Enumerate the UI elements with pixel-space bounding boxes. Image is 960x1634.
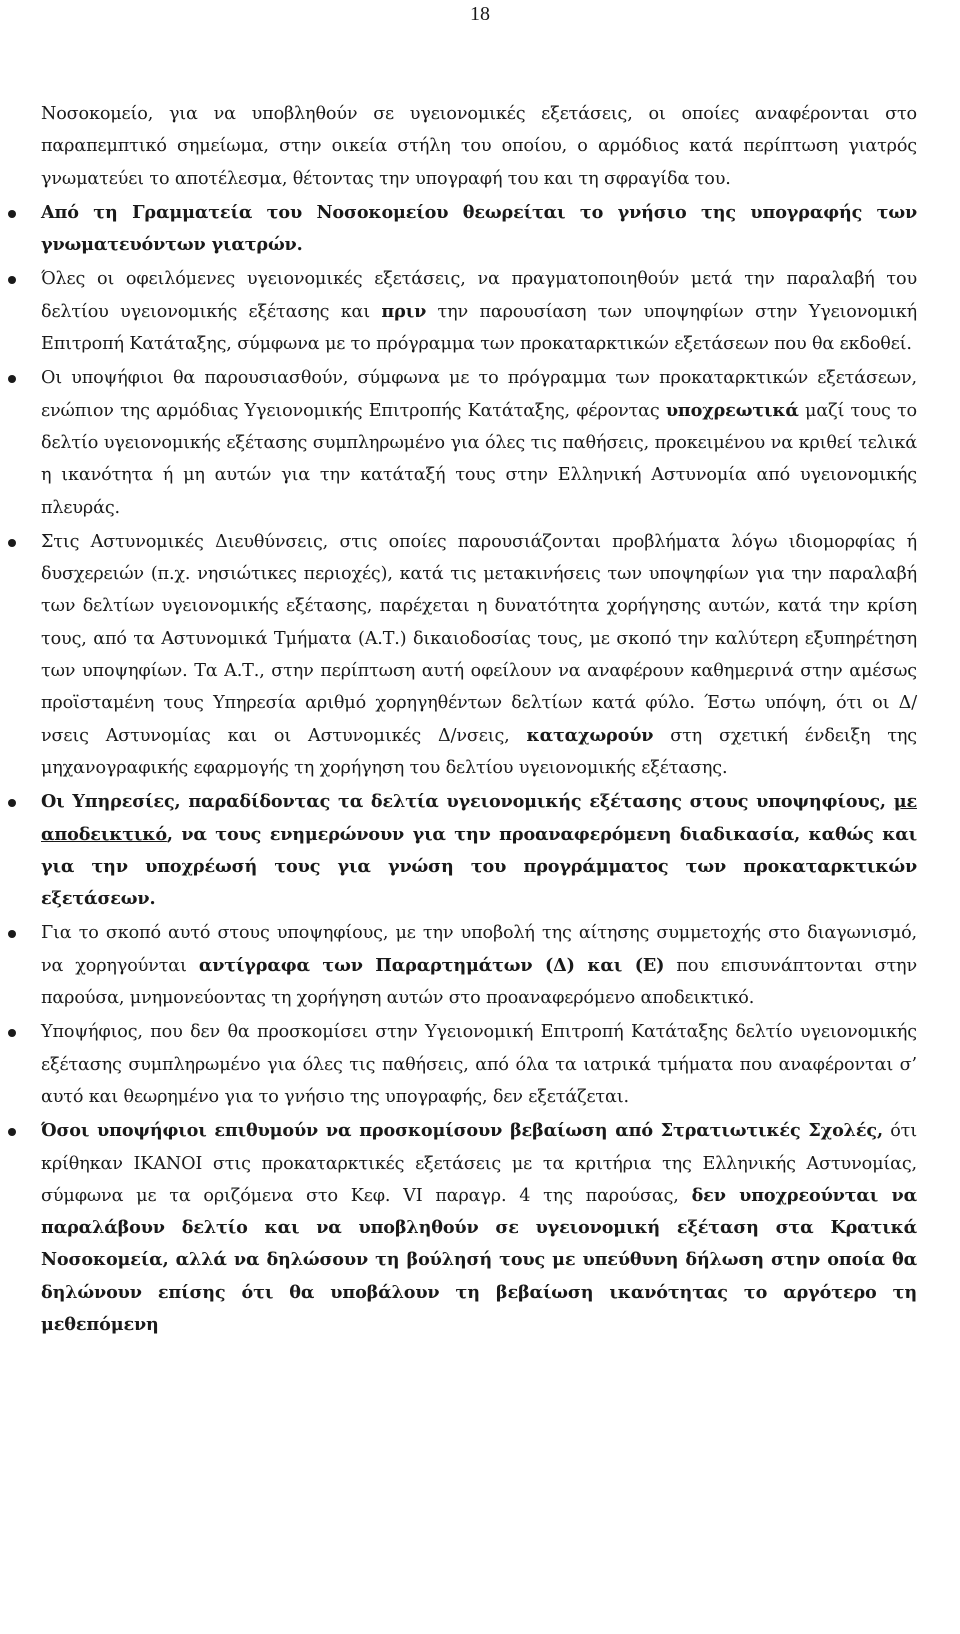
annex-emphasis: αντίγραφα των Παραρτημάτων (Δ) και (Ε) <box>198 954 665 976</box>
directorates-emphasis: καταχωρούν <box>526 724 654 746</box>
military-text: ότι κρίθηκαν ΙΚΑΝΟΙ στις προκαταρκτικές εξετάσεις με τα κριτήρια της Ελληνικής Αστυνομίας, σύμφωνα με τα οριζόμενα στο Κεφ. VI παραγρ. 4 της παρούσας, <box>41 1121 917 1206</box>
intro-paragraph: Νοσοκομείο, για να υποβληθούν σε υγειονομικές εξετάσεις, οι οποίες αναφέρονται στο παραπεμπτικό σημείωμα, στην οικεία στήλη του οποίου, ο αρμόδιος κατά περίπτωση γιατρός γνωματεύει το αποτέλεσμα, θέτοντας την υπογραφή του και τη σφραγίδα του. <box>41 104 917 189</box>
directorates-text-1: Στις Αστυνομικές Διευθύνσεις, στις οποίες παρουσιάζονται προβλήματα λόγω ιδιομορφίας ή δυσχερειών (π.χ. νησιώτικες περιοχές), κατά τις μετακινήσεις των υποψηφίων για την παραλαβή των δελτίων υγειονομικής εξέτασης, παρέχεται η δυνατότητα χορήγησης αυτών, κατά την κρίση τους, από τα Αστυνομικά Τμήματα (Α.Τ.) δικαιοδοσίας τους, με σκοπό την καλύτερη εξυπηρέτηση των υποψηφίων. Τα Α.Τ., στην περίπτωση αυτή οφείλουν να αναφέρουν καθημερινά στην αμέσως προϊσταμένη τους Υπηρεσία αριθμό χορηγηθέντων δελτίων κατά φύλο. Έστω υπόψη, ότι οι Δ/νσεις Αστυνομίας και οι Αστυνομικές Δ/νσεις, <box>41 531 917 746</box>
bullet-annex-copies <box>41 917 917 1014</box>
presentation-text-2: μαζί τους το δελτίο υγειονομικής εξέτασης συμπληρωμένο για όλες τις παθήσεις, προκειμένου να κριθεί τελικά η ικανότητα ή μη αυτών για την κατάταξή τους στην Ελληνική Αστυνομία από υγειονομικής πλευράς. <box>41 400 918 518</box>
bullet-police-directorates <box>41 526 917 784</box>
services-underlined: με αποδεικτικό <box>41 791 917 845</box>
presentation-emphasis: υποχρεωτικά <box>665 399 799 421</box>
military-emphasis-2: δεν υποχρεούνται να παραλάβουν δελτίο και να υποβληθούν σε υγειονομική εξέταση στα Κρατικά Νοσοκομεία, αλλά να δηλώσουν τη βούλησή τους με υπεύθυνη δήλωση στην οποία θα δηλώνουν επίσης ότι θα υποβάλουν τη βεβαίωση ικανότητας το αργότερο τη μεθεπόμενη <box>41 1184 917 1335</box>
annex-text-2: που επισυνάπτονται στην παρούσα, μνημονεύοντας τη χορήγηση αυτών στο προαναφερόμενο αποδεικτικό. <box>41 955 917 1009</box>
bullet-exam-timing <box>41 263 917 360</box>
document-body <box>41 98 917 1343</box>
bullet-incomplete-form: Υποψήφιος, που δεν θα προσκομίσει στην Υγειονομική Επιτροπή Κατάταξης δελτίο υγειονομικής εξέτασης συμπληρωμένο για όλες τις παθήσεις, από όλα τα ιατρικά τμήματα που αναφέρονται σ’ αυτό και θεωρημένο για το γνήσιο της υπογραφής, δεν εξετάζεται. <box>41 1016 917 1113</box>
exam-timing-text-2: την παρουσίαση των υποψηφίων στην Υγειονομική Επιτροπή Κατάταξης, σύμφωνα με το πρόγραμμα των προκαταρκτικών εξετάσεων που θα εκδοθεί. <box>41 301 917 355</box>
military-emphasis-1: Όσοι υποψήφιοι επιθυμούν να προσκομίσουν βεβαίωση από Στρατιωτικές Σχολές, <box>41 1120 883 1142</box>
services-text-2: , να τους ενημερώνουν για την προαναφερόμενη διαδικασία, καθώς και για την υποχρέωσή τους για γνώση του προγράμματος των προκαταρκτικών εξετάσεων. <box>41 823 917 910</box>
exam-timing-text-1: Όλες οι οφειλόμενες υγειονομικές εξετάσεις, να πραγματοποιηθούν μετά την παραλαβή του δελτίου υγειονομικής εξέτασης και <box>41 269 917 322</box>
annex-text-1: Για το σκοπό αυτό στους υποψηφίους, με την υποβολή της αίτησης συμμετοχής στο διαγωνισμό, να χορηγούνται <box>41 923 917 976</box>
bullet-candidate-presentation <box>41 362 917 523</box>
bullet-services-delivery <box>41 786 917 915</box>
services-text-1: Οι Υπηρεσίες, παραδίδοντας τα δελτία υγειονομικής εξέτασης στους υποψηφίους, <box>41 791 894 813</box>
exam-timing-emphasis: πριν <box>381 300 427 322</box>
bullet-military-schools <box>41 1115 917 1341</box>
presentation-text-1: Οι υποψήφιοι θα παρουσιασθούν, σύμφωνα με το πρόγραμμα των προκαταρκτικών εξετάσεων, ενώπιον της αρμόδιας Υγειονομικής Επιτροπής Κατάταξης, φέροντας <box>41 368 917 421</box>
page-number: 18 <box>470 3 490 25</box>
directorates-text-2: στη σχετική ένδειξη της μηχανογραφικής εφαρμογής τη χορήγηση του δελτίου υγειονομικής εξέτασης. <box>41 725 917 778</box>
bullet-signature-verification: Από τη Γραμματεία του Νοσοκομείου θεωρείται το γνήσιο της υπογραφής των γνωματευόντων γιατρών. <box>41 197 917 262</box>
